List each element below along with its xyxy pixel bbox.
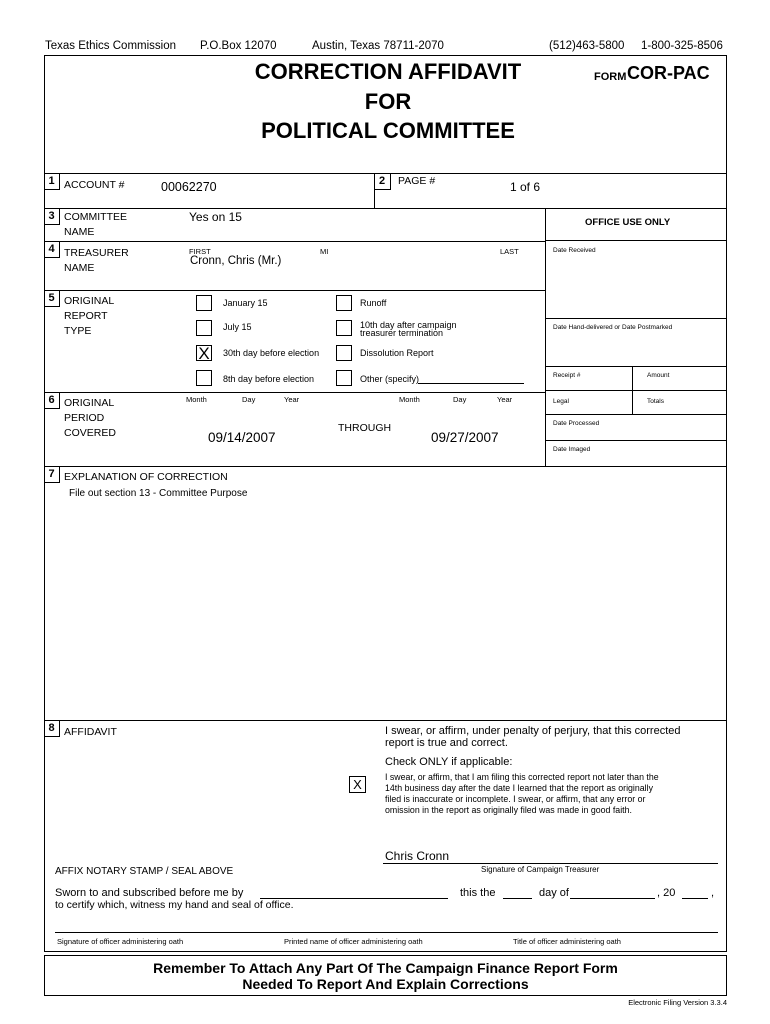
period-label: PERIOD	[64, 412, 105, 424]
thirty-day-before-election-checkbox[interactable]: X	[196, 345, 212, 361]
late-filing-statement: I swear, or affirm, that I am filing this corrected report not later than the	[385, 772, 659, 782]
committee-name-field[interactable]: Yes on 15	[189, 210, 242, 224]
section-number-8: 8	[44, 720, 60, 737]
january-15-checkbox[interactable]	[196, 295, 212, 311]
divider-line	[44, 720, 727, 721]
divider-line	[632, 366, 633, 414]
to-year-label: Year	[497, 395, 513, 404]
from-day-label: Day	[242, 395, 256, 404]
amount-label: Amount	[647, 372, 670, 379]
from-year-label: Year	[284, 395, 300, 404]
dissolution-report-label: Dissolution Report	[360, 348, 434, 358]
explanation-label: EXPLANATION OF CORRECTION	[64, 471, 228, 483]
first-name-label: FIRST	[189, 247, 211, 256]
this-the-label: this the	[460, 887, 496, 899]
section-number-4: 4	[44, 241, 60, 258]
officer-title-label: Title of officer administering oath	[513, 937, 621, 946]
officer-printed-name-label: Printed name of officer administering oath	[284, 937, 423, 946]
period-label: ORIGINAL	[64, 397, 115, 409]
sworn-year-field[interactable]	[682, 898, 708, 899]
oath-text: I swear, or affirm, under penalty of perjury, that this corrected	[385, 725, 681, 737]
committee-label-name: NAME	[64, 226, 95, 238]
report-type-label: TYPE	[64, 325, 92, 337]
section-number-6: 6	[44, 392, 60, 409]
account-number-field[interactable]: 00062270	[161, 180, 217, 194]
divider-line	[545, 440, 727, 441]
period-label: COVERED	[64, 427, 116, 439]
other-specify-label: Other (specify)	[360, 374, 420, 384]
divider-line	[44, 241, 545, 242]
officer-signature-label: Signature of officer administering oath	[57, 937, 184, 946]
other-specify-checkbox[interactable]	[336, 370, 352, 386]
date-received-label: Date Received	[553, 247, 596, 254]
divider-line	[545, 240, 727, 241]
runoff-label: Runoff	[360, 298, 387, 308]
signature-line	[383, 863, 718, 864]
last-name-label: LAST	[500, 247, 519, 256]
agency-name: Texas Ethics Commission	[45, 40, 177, 52]
report-type-label: REPORT	[64, 310, 108, 322]
sworn-text: Sworn to and subscribed before me by	[55, 887, 244, 899]
office-use-title: OFFICE USE ONLY	[585, 217, 671, 228]
city-address: Austin, Texas 78711-2070	[312, 40, 444, 52]
late-filing-statement: omission in the report as originally filed was made in good faith.	[385, 805, 632, 815]
late-filing-checkbox[interactable]: X	[349, 776, 366, 793]
explanation-field[interactable]: File out section 13 - Committee Purpose	[69, 488, 248, 499]
treasurer-termination-label: 10th day after campaign treasurer termination	[360, 320, 457, 338]
sworn-month-field[interactable]	[570, 898, 655, 899]
report-type-label: ORIGINAL	[64, 295, 115, 307]
eight-day-before-election-label: 8th day before election	[223, 374, 315, 384]
other-specify-field[interactable]	[418, 383, 524, 384]
signature-label: Signature of Campaign Treasurer	[481, 865, 600, 874]
affidavit-label: AFFIDAVIT	[64, 726, 117, 738]
treasurer-label: TREASURER	[64, 247, 129, 259]
committee-label: COMMITTEE	[64, 211, 127, 223]
trailing-comma: ,	[711, 887, 715, 899]
title-line-1: CORRECTION AFFIDAVIT	[254, 59, 522, 84]
title-line-3: POLITICAL COMMITTEE	[261, 118, 515, 143]
through-label: THROUGH	[338, 422, 392, 434]
period-end-date-field[interactable]: 09/27/2007	[431, 430, 499, 445]
divider-line	[545, 414, 727, 415]
period-start-date-field[interactable]: 09/14/2007	[208, 430, 276, 445]
date-postmarked-label: Date Hand-delivered or Date Postmarked	[553, 324, 673, 331]
sworn-day-field[interactable]	[503, 898, 532, 899]
dissolution-report-checkbox[interactable]	[336, 345, 352, 361]
treasurer-signature-field[interactable]: Chris Cronn	[385, 849, 450, 863]
treasurer-termination-checkbox[interactable]	[336, 320, 352, 336]
section-number-2: 2	[374, 173, 391, 190]
day-of-label: day of	[539, 887, 569, 899]
reminder-box	[44, 955, 727, 996]
page-label: PAGE #	[398, 175, 436, 187]
thirty-day-before-election-label: 30th day before election	[223, 348, 320, 358]
to-day-label: Day	[453, 395, 467, 404]
section-number-5: 5	[44, 290, 60, 307]
account-label: ACCOUNT #	[64, 179, 125, 191]
runoff-checkbox[interactable]	[336, 295, 352, 311]
form-code: COR-PAC	[627, 63, 710, 83]
reminder-line-2: Needed To Report And Explain Corrections	[242, 976, 529, 992]
date-processed-label: Date Processed	[553, 420, 600, 427]
phone-number: (512)463-5800	[549, 40, 625, 52]
divider-line	[44, 290, 545, 291]
po-box: P.O.Box 12070	[200, 40, 277, 52]
section-number-7: 7	[44, 466, 60, 483]
oath-text: report is true and correct.	[385, 737, 508, 749]
legal-label: Legal	[553, 398, 569, 405]
toll-free-number: 1-800-325-8506	[641, 40, 723, 52]
eight-day-before-election-checkbox[interactable]	[196, 370, 212, 386]
divider-line	[545, 390, 727, 391]
date-imaged-label: Date Imaged	[553, 446, 591, 453]
check-only-label: Check ONLY if applicable:	[385, 756, 513, 768]
divider-line	[545, 318, 727, 319]
section-number-3: 3	[44, 208, 60, 225]
july-15-checkbox[interactable]	[196, 320, 212, 336]
middle-initial-label: MI	[320, 247, 329, 256]
treasurer-name-field[interactable]: Cronn, Chris (Mr.)	[190, 255, 282, 267]
totals-label: Totals	[647, 398, 664, 405]
year-prefix-label: , 20	[657, 887, 676, 899]
section-number-1: 1	[44, 173, 60, 190]
certify-text: to certify which, witness my hand and seal of office.	[55, 899, 294, 911]
officer-signature-line	[55, 932, 718, 933]
divider-line	[44, 392, 545, 393]
divider-line	[545, 366, 727, 367]
reminder-line-1: Remember To Attach Any Part Of The Campaign Finance Report Form	[153, 960, 618, 976]
treasurer-label-name: NAME	[64, 262, 95, 274]
version-label: Electronic Filing Version 3.3.4	[628, 998, 727, 1007]
from-month-label: Month	[186, 395, 207, 404]
to-month-label: Month	[399, 395, 420, 404]
divider-line	[44, 466, 727, 467]
receipt-label: Receipt #	[553, 372, 581, 379]
title-line-2: FOR	[364, 89, 412, 114]
form-word: FORM	[594, 71, 627, 83]
january-15-label: January 15	[223, 298, 268, 308]
page-number-field[interactable]: 1 of 6	[510, 180, 541, 194]
late-filing-statement: 14th business day after the date I learned that the report as originally	[385, 783, 653, 793]
notary-stamp-label: AFFIX NOTARY STAMP / SEAL ABOVE	[55, 866, 234, 877]
july-15-label: July 15	[223, 322, 252, 332]
late-filing-statement: filed is inaccurate or incomplete. I swear, or affirm, that any error or	[385, 794, 646, 804]
